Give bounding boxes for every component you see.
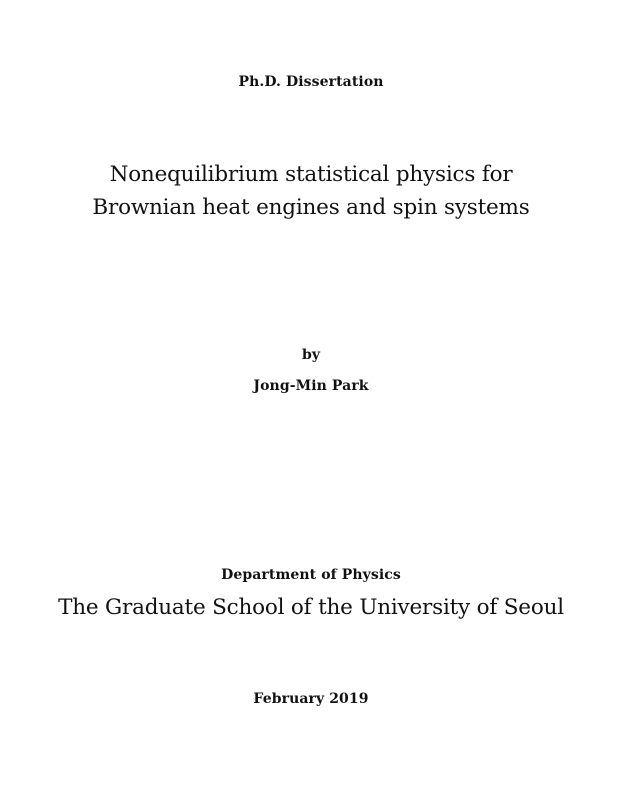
document-type-label: Ph.D. Dissertation <box>238 74 384 90</box>
title-line-2: Brownian heat engines and spin systems <box>92 195 530 220</box>
author-name: Jong-Min Park <box>253 378 369 394</box>
submission-date: February 2019 <box>253 691 369 707</box>
school-name: The Graduate School of the University of Seoul <box>58 595 564 620</box>
by-label: by <box>301 347 321 363</box>
title-line-1: Nonequilibrium statistical physics for <box>109 162 513 187</box>
department-name: Department of Physics <box>221 567 401 583</box>
